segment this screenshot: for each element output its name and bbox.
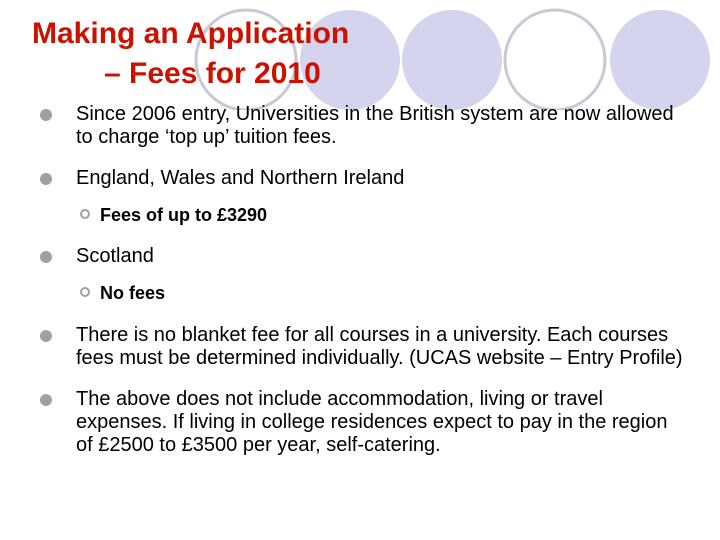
list-item-text: England, Wales and Northern Ireland (76, 167, 405, 189)
list-item (38, 167, 688, 190)
decorative-circle (610, 10, 710, 110)
decorative-circle (505, 10, 605, 110)
bullet-icon (40, 251, 52, 263)
sub-list-item-text: No fees (100, 283, 166, 303)
sub-list-item-text: Fees of up to £3290 (100, 205, 268, 225)
list-item-text: Since 2006 entry, Universities in the British system are now allowed to charge ‘top up’ tuition fees. (76, 103, 674, 148)
slide-title (32, 14, 349, 94)
list-item-text: There is no blanket fee for all courses in a university. Each courses fees must be determined individually. (UCAS website – Entry Profile) (76, 324, 683, 369)
bullet-icon (40, 394, 52, 406)
bullet-list (38, 103, 688, 457)
hollow-bullet-icon (80, 209, 90, 219)
sub-list-item (38, 282, 688, 304)
title-line-2: – Fees for 2010 (104, 57, 321, 90)
bullet-icon (40, 109, 52, 121)
decorative-circle (402, 10, 502, 110)
bullet-icon (40, 173, 52, 185)
list-item-text: Scotland (76, 245, 154, 267)
list-item-text: The above does not include accommodation, living or travel expenses. If living in college residences expect to pay in the region of £2500 to £3500 per year, self-catering. (76, 388, 668, 456)
sub-list-item (38, 204, 688, 226)
list-item (38, 324, 688, 370)
bullet-icon (40, 330, 52, 342)
list-item (38, 245, 688, 268)
title-line-1: Making an Application (32, 17, 350, 50)
hollow-bullet-icon (80, 287, 90, 297)
list-item (38, 103, 688, 149)
list-item (38, 388, 688, 457)
